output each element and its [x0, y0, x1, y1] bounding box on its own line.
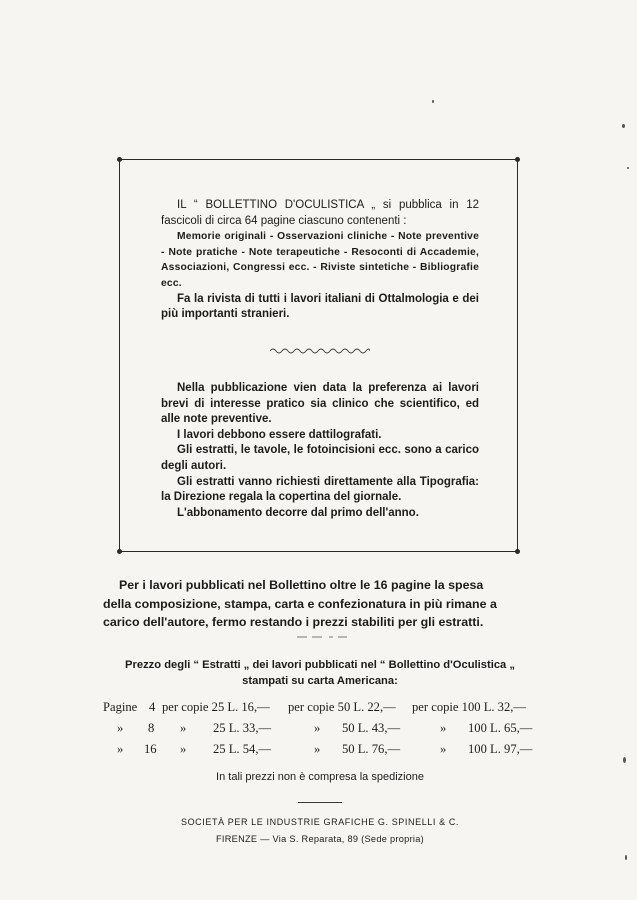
extracts-request-paragraph: Gli estratti vanno richiesti direttamente alla Tipografia: la Direzione regala la copertina del giornale.	[161, 475, 479, 504]
paper-speck	[622, 124, 625, 128]
price-100-copies: per copie 100 L. 32,—	[412, 700, 527, 714]
ditto-mark: »	[180, 742, 187, 756]
price-row	[90, 742, 550, 763]
price-50-copies: 50 L. 76,—	[342, 742, 401, 756]
subscription-paragraph: L'abbonamento decorre dal primo dell'anno.	[177, 506, 419, 519]
price-100-copies: 100 L. 97,—	[468, 742, 533, 756]
printer-address: FIRENZE — Via S. Reparata, 89 (Sede propria)	[215, 834, 425, 844]
frame-corner-dot	[117, 549, 122, 554]
wave-ornament	[270, 347, 370, 355]
typed-paragraph: I lavori debbono essere dattilografati.	[177, 428, 382, 441]
price-25-copies: 25 L. 54,—	[213, 742, 272, 756]
paper-speck	[625, 855, 627, 860]
short-rule	[298, 802, 342, 803]
paper-speck	[627, 167, 629, 169]
ditto-mark: »	[440, 742, 447, 756]
row-label: »	[117, 721, 124, 735]
price-50-copies: per copie 50 L. 22,—	[288, 700, 396, 714]
printer-name: SOCIETÀ PER LE INDUSTRIE GRAFICHE G. SPINELLI & C.	[180, 817, 460, 827]
ditto-mark: »	[314, 742, 321, 756]
row-pages: 16	[144, 742, 157, 756]
paper-speck	[432, 100, 434, 103]
row-label: »	[117, 742, 124, 756]
prices-title-line: Prezzo degli “ Estratti „ dei lavori pubblicati nel “ Bollettino d'Oculistica „	[125, 659, 515, 671]
frame-corner-dot	[515, 549, 520, 554]
price-50-copies: 50 L. 43,—	[342, 721, 401, 735]
dash-separator	[297, 636, 347, 638]
notice-line: carico dell'autore, fermo restando i prezzi stabiliti per gli estratti.	[103, 615, 484, 629]
price-table	[90, 700, 550, 763]
row-pages: 8	[148, 721, 155, 735]
notice-line: della composizione, stampa, carta e confezionatura in più rimane a	[103, 596, 497, 611]
intro-paragraph: IL “ BOLLETTINO D'OCULISTICA „ si pubblica in 12 fascicoli di circa 64 pagine ciascuno contenenti :	[161, 199, 479, 227]
ditto-mark: »	[440, 721, 447, 735]
extracts-cost-paragraph: Gli estratti, le tavole, le fotoincisioni ecc. sono a carico degli autori.	[161, 444, 479, 472]
price-row	[90, 721, 550, 742]
price-row	[90, 700, 550, 721]
submission-rules	[161, 381, 479, 521]
publication-description	[161, 198, 479, 323]
review-paragraph: Fa la rivista di tutti i lavori italiani di Ottalmologia e dei più importanti stranieri.	[161, 292, 479, 321]
paper-speck	[623, 757, 626, 763]
prices-title	[100, 657, 540, 689]
notice-line: Per i lavori pubblicati nel Bollettino oltre le 16 pagine la spesa	[119, 578, 484, 592]
ditto-mark: »	[314, 721, 321, 735]
row-label: Pagine	[103, 700, 138, 714]
frame-corner-dot	[515, 157, 520, 162]
price-100-copies: 100 L. 65,—	[468, 721, 533, 735]
price-25-copies: per copie 25 L. 16,—	[162, 700, 270, 714]
extra-pages-notice	[103, 576, 535, 632]
preference-paragraph: Nella pubblicazione vien data la preferenza ai lavori brevi di interesse pratico sia clinico che scientifico, ed alle note preventive.	[161, 382, 479, 426]
ditto-mark: »	[180, 721, 187, 735]
info-frame	[119, 159, 518, 552]
row-pages: 4	[149, 700, 156, 714]
shipping-note: In tali prezzi non è compresa la spedizione	[216, 771, 424, 783]
frame-corner-dot	[117, 157, 122, 162]
prices-title-line: stampati su carta Americana:	[242, 675, 398, 687]
contents-list: Memorie originali - Osservazioni cliniche - Note preventive - Note pratiche - Note terapeutiche - Resoconti di Accademie, Associazioni, Congressi ecc. - Riviste sintetiche - Bibliografie ecc.	[161, 231, 479, 289]
price-25-copies: 25 L. 33,—	[213, 721, 272, 735]
